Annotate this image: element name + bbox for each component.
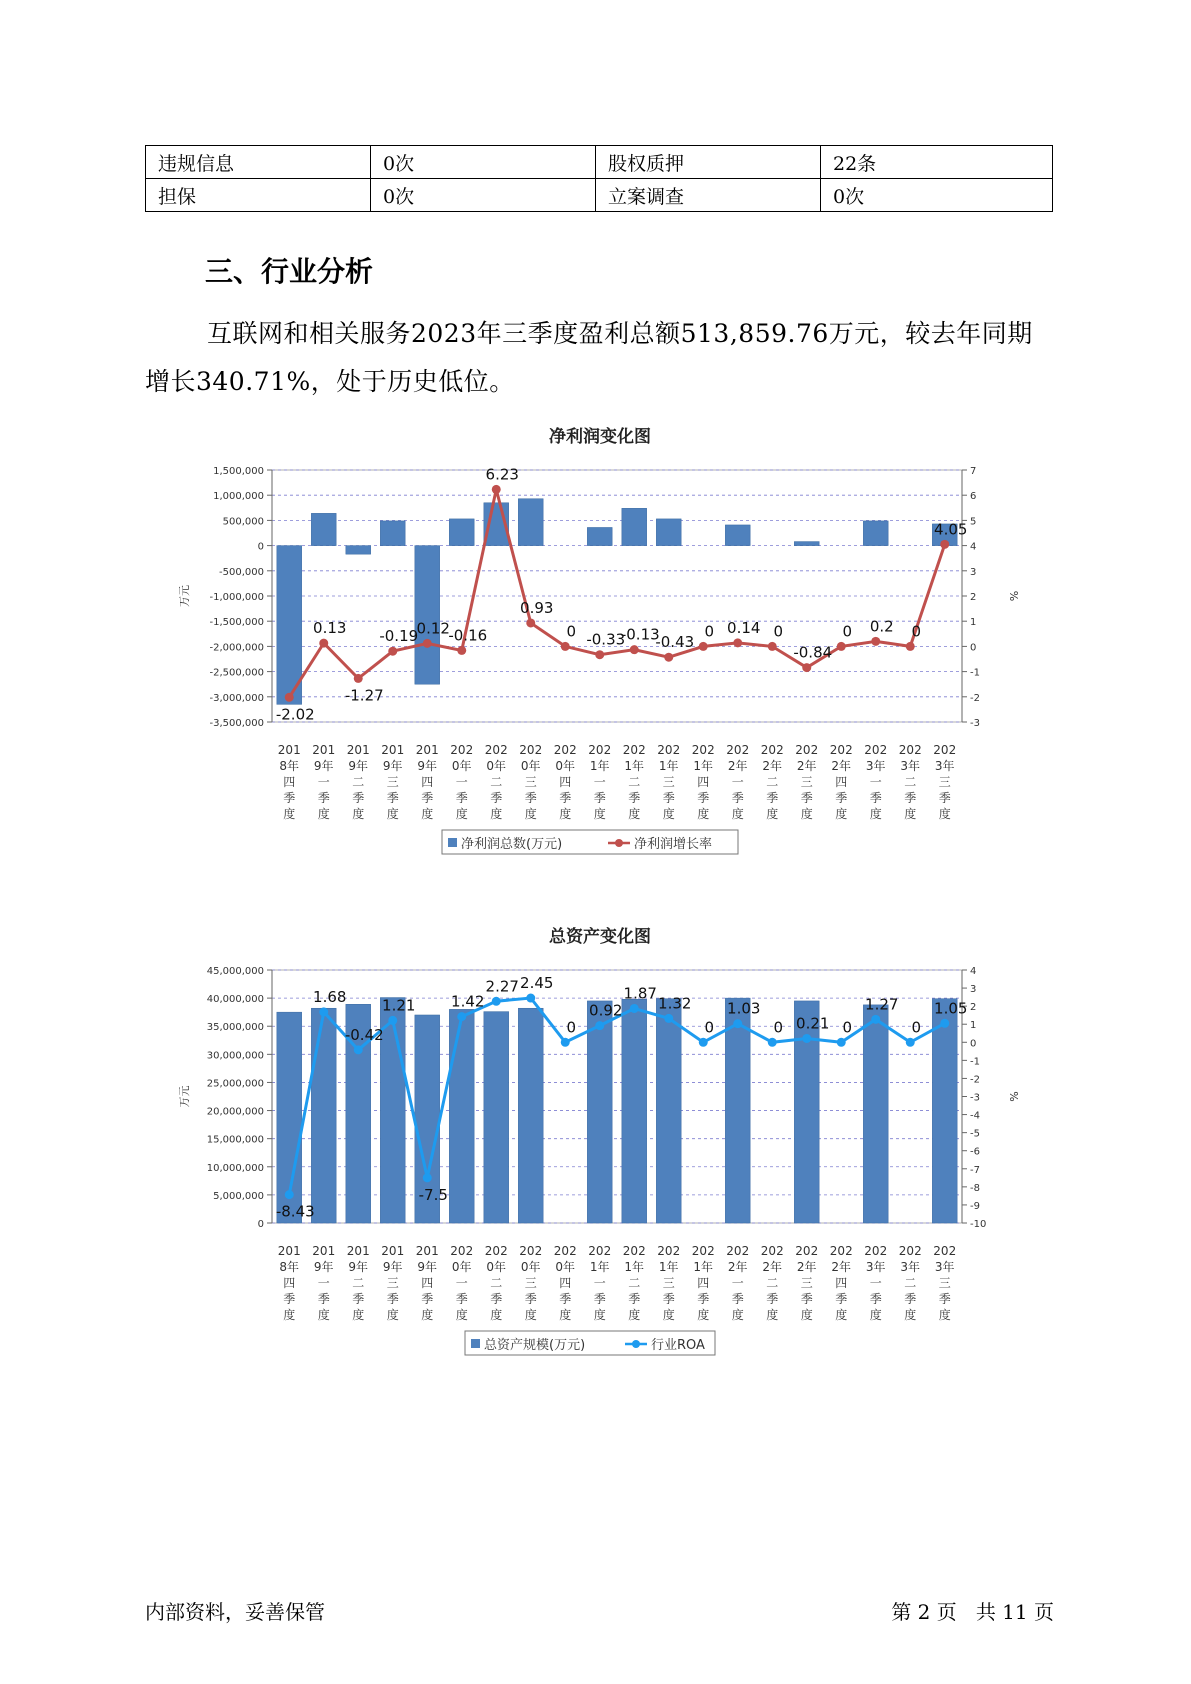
data-label: 0 bbox=[911, 622, 922, 641]
line-point bbox=[285, 693, 294, 702]
x-tick-label: 202 2年四季度 bbox=[829, 1244, 853, 1322]
chart-title: 总资产变化图 bbox=[549, 927, 651, 947]
table-row bbox=[146, 146, 1053, 179]
line-point bbox=[526, 994, 535, 1003]
data-label: -0.13 bbox=[620, 625, 660, 644]
x-tick-label: 202 2年一季度 bbox=[726, 1244, 750, 1322]
table-cell: 股权质押 bbox=[596, 146, 821, 179]
data-label: 0.12 bbox=[416, 619, 450, 638]
bar bbox=[863, 521, 888, 546]
y-tick-label-right: -1 bbox=[970, 667, 980, 679]
data-label: 0 bbox=[773, 622, 784, 641]
y-tick-label-right: -9 bbox=[970, 1200, 980, 1212]
x-tick-label: 202 0年三季度 bbox=[519, 743, 543, 821]
line-point bbox=[423, 639, 432, 648]
data-label: 0 bbox=[704, 622, 715, 641]
x-tick-label: 202 1年三季度 bbox=[657, 1244, 681, 1322]
line-point bbox=[457, 1012, 466, 1021]
line-point bbox=[354, 1045, 363, 1054]
x-tick-label: 202 0年一季度 bbox=[450, 743, 474, 821]
x-tick-label: 202 0年一季度 bbox=[450, 1244, 474, 1322]
line-point bbox=[354, 674, 363, 683]
data-label: 1.27 bbox=[865, 995, 899, 1014]
y-tick-label-left: 0 bbox=[257, 1219, 264, 1230]
bar bbox=[622, 999, 647, 1223]
x-tick-label: 202 0年四季度 bbox=[553, 743, 577, 821]
x-tick-label: 202 1年四季度 bbox=[691, 1244, 715, 1322]
y-tick-label-right: 0 bbox=[970, 1038, 977, 1050]
y-tick-label-right: 1 bbox=[970, 617, 977, 629]
bar bbox=[311, 1008, 336, 1223]
y-tick-label-right: 3 bbox=[970, 984, 977, 996]
data-label: -8.43 bbox=[275, 1202, 315, 1221]
line-point bbox=[492, 997, 501, 1006]
y-tick-label-right: 2 bbox=[970, 592, 977, 603]
data-label: -0.84 bbox=[793, 643, 833, 662]
y-tick-label-left: -2,500,000 bbox=[209, 667, 264, 679]
line-point bbox=[595, 650, 604, 659]
bar bbox=[346, 546, 371, 555]
x-tick-label: 202 1年四季度 bbox=[691, 743, 715, 821]
bar bbox=[277, 546, 302, 705]
bar bbox=[311, 513, 336, 545]
line-point bbox=[733, 638, 742, 647]
data-label: 0.93 bbox=[520, 598, 554, 617]
legend-bar-swatch bbox=[471, 1339, 480, 1348]
x-tick-label: 201 9年四季度 bbox=[415, 1244, 439, 1322]
line-point bbox=[837, 642, 846, 651]
bar bbox=[794, 542, 819, 546]
y-tick-label-left: -3,000,000 bbox=[209, 692, 264, 704]
y-tick-label-right: 6 bbox=[970, 491, 977, 503]
y-tick-label-right: -7 bbox=[970, 1164, 980, 1176]
x-tick-label: 202 3年三季度 bbox=[933, 1244, 957, 1322]
data-label: 0 bbox=[773, 1018, 784, 1037]
x-tick-label: 201 9年二季度 bbox=[346, 1244, 370, 1322]
line-point bbox=[526, 618, 535, 627]
legend-line-marker bbox=[615, 839, 623, 847]
table-cell: 0次 bbox=[821, 179, 1053, 212]
y-tick-label-left: 25,000,000 bbox=[206, 1078, 264, 1090]
y-tick-label-right: 2 bbox=[970, 1002, 977, 1014]
y-tick-label-left: 500,000 bbox=[222, 516, 264, 528]
y-tick-label-left: -3,500,000 bbox=[209, 718, 264, 729]
data-label: 0 bbox=[704, 1018, 715, 1037]
line-point bbox=[388, 647, 397, 656]
y-tick-label-right: -3 bbox=[970, 718, 980, 729]
x-tick-label: 202 1年一季度 bbox=[588, 1244, 612, 1322]
x-tick-label: 202 2年四季度 bbox=[829, 743, 853, 821]
x-tick-label: 201 8年四季度 bbox=[277, 1244, 301, 1322]
x-tick-label: 201 9年一季度 bbox=[312, 743, 336, 821]
table-cell: 0次 bbox=[371, 146, 596, 179]
table-cell: 22条 bbox=[821, 146, 1053, 179]
y-tick-label-right: 4 bbox=[970, 541, 977, 553]
bar bbox=[449, 1009, 474, 1223]
table-cell: 立案调查 bbox=[596, 179, 821, 212]
x-tick-label: 202 3年三季度 bbox=[933, 743, 957, 821]
x-tick-label: 202 2年二季度 bbox=[760, 1244, 784, 1322]
x-tick-label: 201 9年三季度 bbox=[381, 1244, 405, 1322]
line-point bbox=[630, 1004, 639, 1013]
data-label: -1.27 bbox=[344, 686, 384, 705]
table-cell: 违规信息 bbox=[146, 146, 371, 179]
x-tick-label: 202 2年三季度 bbox=[795, 743, 819, 821]
table-row bbox=[146, 179, 1053, 212]
y-tick-label-left: 45,000,000 bbox=[206, 966, 264, 977]
chart-title: 净利润变化图 bbox=[549, 427, 651, 447]
y-tick-label-right: 5 bbox=[970, 516, 977, 528]
bar bbox=[587, 527, 612, 545]
y-tick-label-right: 4 bbox=[970, 966, 977, 977]
data-label: 0 bbox=[842, 1018, 853, 1037]
line-point bbox=[871, 637, 880, 646]
y-tick-label-left: -1,000,000 bbox=[209, 592, 264, 603]
line-point bbox=[768, 1038, 777, 1047]
x-tick-label: 202 3年二季度 bbox=[898, 743, 922, 821]
bar bbox=[518, 499, 543, 546]
y-tick-label-left: -2,000,000 bbox=[209, 642, 264, 654]
line-point bbox=[940, 1019, 949, 1028]
y-tick-label-right: -2 bbox=[970, 1074, 980, 1086]
line-point bbox=[802, 1034, 811, 1043]
data-label: 1.03 bbox=[727, 999, 761, 1018]
data-label: 4.05 bbox=[934, 520, 968, 539]
x-tick-label: 202 0年四季度 bbox=[553, 1244, 577, 1322]
line-point bbox=[388, 1016, 397, 1025]
y-tick-label-right: 7 bbox=[970, 466, 977, 477]
data-label: -0.19 bbox=[379, 627, 419, 646]
y-tick-label-left: 10,000,000 bbox=[206, 1162, 264, 1174]
x-tick-label: 201 9年四季度 bbox=[415, 743, 439, 821]
y-tick-label-right: -3 bbox=[970, 1092, 980, 1104]
data-label: 0.14 bbox=[727, 618, 761, 637]
legend-bar-label: 总资产规模(万元) bbox=[484, 1338, 586, 1353]
y-tick-label-left: 20,000,000 bbox=[206, 1106, 264, 1118]
x-tick-label: 201 9年一季度 bbox=[312, 1244, 336, 1322]
data-label: 0 bbox=[911, 1018, 922, 1037]
line-point bbox=[319, 639, 328, 648]
y-tick-label-right: 0 bbox=[970, 642, 977, 654]
y-axis-title-right: % bbox=[1007, 1091, 1020, 1102]
x-tick-label: 202 3年二季度 bbox=[898, 1244, 922, 1322]
data-label: -0.33 bbox=[586, 630, 626, 649]
bar bbox=[587, 1001, 612, 1223]
y-tick-label-left: 1,500,000 bbox=[213, 466, 264, 477]
bar bbox=[656, 519, 681, 546]
x-tick-label: 202 1年二季度 bbox=[622, 743, 646, 821]
y-tick-label-left: 35,000,000 bbox=[206, 1022, 264, 1034]
line-point bbox=[699, 642, 708, 651]
data-label: 0.92 bbox=[589, 1001, 623, 1020]
line-point bbox=[595, 1021, 604, 1030]
line-point bbox=[319, 1007, 328, 1016]
y-tick-label-left: -1,500,000 bbox=[209, 617, 264, 629]
data-label: 1.21 bbox=[382, 996, 416, 1015]
data-label: -0.16 bbox=[448, 626, 488, 645]
data-label: 1.68 bbox=[313, 987, 347, 1006]
line-point bbox=[837, 1038, 846, 1047]
y-tick-label-right: -2 bbox=[970, 692, 980, 704]
y-tick-label-right: -4 bbox=[970, 1110, 980, 1122]
legend-line-label: 行业ROA bbox=[651, 1338, 705, 1353]
x-tick-label: 202 1年二季度 bbox=[622, 1244, 646, 1322]
x-tick-label: 202 1年三季度 bbox=[657, 743, 681, 821]
data-label: 2.27 bbox=[485, 977, 519, 996]
legend-line-label: 净利润增长率 bbox=[634, 837, 713, 852]
data-label: -0.43 bbox=[655, 633, 695, 652]
y-tick-label-left: -500,000 bbox=[219, 566, 264, 578]
line-point bbox=[802, 663, 811, 672]
risk-info-table bbox=[145, 145, 1053, 212]
y-tick-label-right: -8 bbox=[970, 1182, 980, 1194]
line-point bbox=[906, 1038, 915, 1047]
line-point bbox=[561, 642, 570, 651]
line-point bbox=[733, 1019, 742, 1028]
data-label: 6.23 bbox=[485, 465, 519, 484]
line-point bbox=[768, 642, 777, 651]
data-label: 2.45 bbox=[520, 974, 554, 993]
total-assets-chart bbox=[0, 920, 1191, 1390]
line-point bbox=[699, 1038, 708, 1047]
x-tick-label: 201 9年二季度 bbox=[346, 743, 370, 821]
y-tick-label-right: 3 bbox=[970, 566, 977, 578]
line-point bbox=[630, 645, 639, 654]
bar bbox=[415, 546, 440, 685]
data-label: -2.02 bbox=[275, 705, 315, 724]
x-tick-label: 202 2年二季度 bbox=[760, 743, 784, 821]
y-tick-label-right: -5 bbox=[970, 1128, 980, 1140]
table-cell: 担保 bbox=[146, 179, 371, 212]
data-label: -0.42 bbox=[344, 1025, 384, 1044]
x-tick-label: 202 2年一季度 bbox=[726, 743, 750, 821]
data-label: 0.2 bbox=[869, 617, 894, 636]
bar bbox=[725, 998, 750, 1223]
x-tick-label: 202 3年一季度 bbox=[864, 743, 888, 821]
y-tick-label-left: 40,000,000 bbox=[206, 994, 264, 1006]
line-point bbox=[871, 1015, 880, 1024]
table-cell: 0次 bbox=[371, 179, 596, 212]
bar bbox=[656, 999, 681, 1223]
y-tick-label-left: 0 bbox=[257, 541, 264, 553]
legend-bar-label: 净利润总数(万元) bbox=[461, 837, 563, 852]
net-profit-chart bbox=[0, 420, 1191, 890]
footer-confidential: 内部资料，妥善保管 bbox=[145, 1600, 325, 1624]
y-axis-title-left: 万元 bbox=[178, 1085, 191, 1108]
line-point bbox=[492, 485, 501, 494]
y-axis-title-right: % bbox=[1007, 590, 1020, 602]
data-label: 0.13 bbox=[313, 619, 347, 638]
line-point bbox=[561, 1038, 570, 1047]
line-point bbox=[906, 642, 915, 651]
bar bbox=[380, 521, 405, 546]
data-label: 1.05 bbox=[934, 999, 968, 1018]
data-label: 1.32 bbox=[658, 994, 692, 1013]
line-point bbox=[285, 1190, 294, 1199]
x-tick-label: 202 1年一季度 bbox=[588, 743, 612, 821]
x-tick-label: 202 3年一季度 bbox=[864, 1244, 888, 1322]
x-tick-label: 201 9年三季度 bbox=[381, 743, 405, 821]
data-label: 0 bbox=[566, 1018, 577, 1037]
line-point bbox=[457, 646, 466, 655]
bar bbox=[932, 999, 957, 1223]
bar bbox=[380, 998, 405, 1223]
x-tick-label: 202 0年二季度 bbox=[484, 743, 508, 821]
x-tick-label: 202 0年三季度 bbox=[519, 1244, 543, 1322]
legend-bar-swatch bbox=[448, 838, 457, 847]
y-axis-title-left: 万元 bbox=[178, 585, 191, 607]
bar bbox=[622, 508, 647, 545]
x-tick-label: 202 0年二季度 bbox=[484, 1244, 508, 1322]
y-tick-label-left: 1,000,000 bbox=[213, 491, 264, 503]
data-label: 0 bbox=[566, 622, 577, 641]
bar bbox=[484, 1012, 509, 1223]
footer-page-number: 第 2 页 共 11 页 bbox=[891, 1600, 1054, 1624]
line-point bbox=[940, 540, 949, 549]
bar bbox=[518, 1008, 543, 1223]
bar bbox=[725, 525, 750, 546]
y-tick-label-right: 1 bbox=[970, 1020, 977, 1032]
data-label: 1.87 bbox=[623, 984, 657, 1003]
x-tick-label: 201 8年四季度 bbox=[277, 743, 301, 821]
y-tick-label-left: 30,000,000 bbox=[206, 1050, 264, 1062]
data-label: 0 bbox=[842, 622, 853, 641]
line-point bbox=[423, 1173, 432, 1182]
legend-line-marker bbox=[632, 1340, 640, 1348]
line-point bbox=[664, 1014, 673, 1023]
data-label: 0.21 bbox=[796, 1014, 830, 1033]
data-label: 1.42 bbox=[451, 992, 485, 1011]
data-label: -7.5 bbox=[418, 1185, 448, 1204]
analysis-paragraph: 互联网和相关服务2023年三季度盈利总额513,859.76万元，较去年同期增长340.71%，处于历史低位。 bbox=[145, 319, 1033, 396]
x-tick-label: 202 2年三季度 bbox=[795, 1244, 819, 1322]
y-tick-label-right: -10 bbox=[970, 1219, 987, 1230]
bar bbox=[449, 519, 474, 546]
y-tick-label-right: -1 bbox=[970, 1056, 980, 1068]
y-tick-label-left: 5,000,000 bbox=[213, 1190, 264, 1202]
bar bbox=[863, 1005, 888, 1223]
y-tick-label-left: 15,000,000 bbox=[206, 1134, 264, 1146]
section-heading: 三、行业分析 bbox=[205, 255, 374, 288]
line-point bbox=[664, 653, 673, 662]
y-tick-label-right: -6 bbox=[970, 1146, 980, 1158]
